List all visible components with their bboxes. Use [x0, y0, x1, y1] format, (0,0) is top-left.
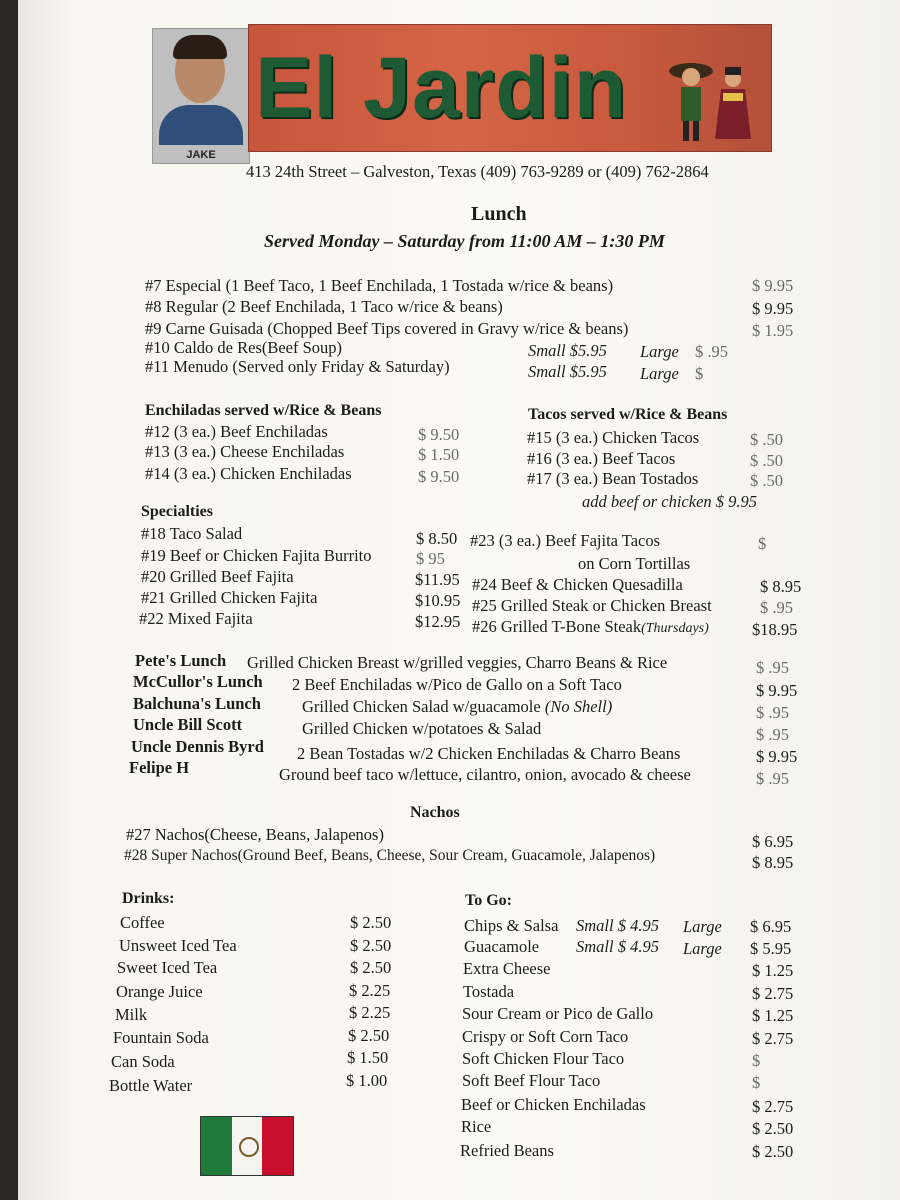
nachos-title: Nachos [410, 804, 460, 821]
togo-large: Large [683, 917, 722, 936]
specialty-item-20: #20 Grilled Beef Fajita [141, 567, 294, 586]
enchilada-item-14-price: $ 9.50 [418, 467, 460, 486]
lunch-item-10-price: $ .95 [695, 342, 728, 361]
togo-item: Tostada [463, 982, 515, 1001]
lunch-item-8: #8 Regular (2 Beef Enchilada, 1 Taco w/rice & beans) [145, 297, 503, 316]
named-lunch-price: $ .95 [756, 725, 789, 744]
restaurant-logo: El Jardin [255, 40, 628, 136]
named-lunch-name: Pete's Lunch [135, 651, 227, 670]
togo-large: Large [683, 939, 722, 958]
lunch-item-11-small: Small $5.95 [528, 362, 607, 381]
togo-price: $ [752, 1073, 761, 1092]
specialties-title: Specialties [141, 503, 213, 520]
togo-item: Soft Beef Flour Taco [462, 1071, 601, 1090]
specialty-item-23: #23 (3 ea.) Beef Fajita Tacos [470, 531, 661, 550]
drink-item: Orange Juice [116, 982, 203, 1001]
taco-item-16-price: $ .50 [750, 451, 783, 470]
specialty-item-23-note: on Corn Tortillas [578, 554, 691, 573]
specialty-item-24-price: $ 8.95 [760, 577, 802, 596]
drink-price: $ 1.50 [347, 1048, 389, 1067]
drink-price: $ 2.50 [350, 913, 392, 932]
lunch-item-10-large: Large [640, 342, 679, 361]
drink-price: $ 2.50 [348, 1026, 390, 1045]
nachos-item-27: #27 Nachos(Cheese, Beans, Jalapenos) [126, 825, 384, 844]
togo-price: $ 2.75 [752, 1029, 794, 1048]
togo-small: Small $ 4.95 [576, 937, 659, 956]
photo-caption: JAKE [186, 149, 216, 161]
togo-item: Crispy or Soft Corn Taco [462, 1027, 629, 1046]
specialty-item-18-price: $ 8.50 [416, 529, 458, 548]
togo-price: $ 2.75 [752, 984, 794, 1003]
logo-banner [248, 24, 772, 152]
togo-item: Extra Cheese [463, 959, 551, 978]
taco-item-15-price: $ .50 [750, 430, 783, 449]
named-lunch-price: $ 9.95 [756, 681, 798, 700]
nachos-item-28-price: $ 8.95 [752, 853, 794, 872]
owner-photo [152, 28, 250, 164]
lunch-item-11: #11 Menudo (Served only Friday & Saturday) [145, 357, 450, 376]
nachos-item-27-price: $ 6.95 [752, 832, 794, 851]
taco-item-16: #16 (3 ea.) Beef Tacos [527, 449, 676, 468]
togo-price: $ 1.25 [752, 1006, 794, 1025]
lunch-hours: Served Monday – Saturday from 11:00 AM – 1:30 PM [264, 231, 665, 251]
named-lunch-name: Balchuna's Lunch [133, 694, 261, 713]
named-lunch-desc: Ground beef taco w/lettuce, cilantro, onion, avocado & cheese [279, 765, 691, 784]
specialty-item-22-price: $12.95 [415, 612, 461, 631]
named-lunch-desc [302, 697, 612, 717]
named-lunch-price: $ 9.95 [756, 747, 798, 766]
mariachi-figure-icon [661, 53, 757, 145]
specialty-item-25-price: $ .95 [760, 598, 793, 617]
named-lunch-desc: Grilled Chicken Breast w/grilled veggies, Charro Beans & Rice [247, 653, 668, 672]
enchilada-item-12: #12 (3 ea.) Beef Enchiladas [145, 422, 328, 441]
specialty-item-26-note: (Thursdays) [641, 621, 709, 636]
lunch-item-7-price: $ 9.95 [752, 276, 794, 295]
togo-item: Soft Chicken Flour Taco [462, 1049, 625, 1068]
specialty-item-19: #19 Beef or Chicken Fajita Burrito [141, 546, 372, 565]
named-lunch-name: Felipe H [129, 758, 190, 777]
lunch-item-11-price: $ [695, 364, 704, 383]
lunch-item-10-small: Small $5.95 [528, 341, 607, 360]
drink-price: $ 2.50 [350, 936, 392, 955]
enchilada-item-12-price: $ 9.50 [418, 425, 460, 444]
specialty-item-24: #24 Beef & Chicken Quesadilla [472, 575, 683, 594]
drink-price: $ 2.50 [350, 958, 392, 977]
specialty-item-21-price: $10.95 [415, 591, 461, 610]
named-lunch-desc-text: Grilled Chicken Salad w/guacamole [302, 697, 541, 716]
lunch-title: Lunch [471, 203, 527, 225]
specialty-item-21: #21 Grilled Chicken Fajita [141, 588, 318, 607]
enchilada-item-13-price: $ 1.50 [418, 445, 460, 464]
enchilada-item-14: #14 (3 ea.) Chicken Enchiladas [145, 464, 352, 483]
togo-price: $ [752, 1051, 761, 1070]
drink-item: Bottle Water [109, 1076, 193, 1095]
lunch-item-7: #7 Especial (1 Beef Taco, 1 Beef Enchilada, 1 Tostada w/rice & beans) [145, 276, 614, 295]
togo-title: To Go: [465, 892, 512, 909]
named-lunch-desc-note: (No Shell) [544, 697, 613, 716]
togo-item: Chips & Salsa [464, 916, 559, 935]
specialty-item-25: #25 Grilled Steak or Chicken Breast [472, 596, 712, 615]
togo-item: Refried Beans [460, 1141, 554, 1160]
address-line: 413 24th Street – Galveston, Texas (409) 763-9289 or (409) 762-2864 [246, 162, 709, 181]
named-lunch-price: $ .95 [756, 703, 789, 722]
named-lunch-price: $ .95 [756, 769, 789, 788]
togo-price: $ 2.50 [752, 1119, 794, 1138]
mexican-flag-icon [200, 1116, 294, 1176]
lunch-item-8-price: $ 9.95 [752, 299, 794, 318]
togo-price: $ 2.75 [752, 1097, 794, 1116]
drink-item: Unsweet Iced Tea [119, 936, 237, 955]
lunch-item-9-price: $ 1.95 [752, 321, 794, 340]
specialty-item-26 [472, 617, 709, 637]
specialty-item-23-price: $ [758, 534, 767, 553]
lunch-item-10: #10 Caldo de Res(Beef Soup) [145, 338, 343, 357]
specialty-item-26-name: #26 Grilled T-Bone Steak [472, 617, 642, 636]
specialty-item-18: #18 Taco Salad [141, 524, 243, 543]
enchiladas-title: Enchiladas served w/Rice & Beans [145, 402, 382, 419]
taco-item-17-price: $ .50 [750, 471, 783, 490]
drink-item: Coffee [120, 913, 165, 932]
tacos-title: Tacos served w/Rice & Beans [528, 406, 728, 423]
drink-item: Milk [115, 1005, 148, 1024]
specialty-item-20-price: $11.95 [415, 570, 460, 589]
togo-small: Small $ 4.95 [576, 916, 659, 935]
drink-price: $ 2.25 [349, 1003, 391, 1022]
lunch-item-9: #9 Carne Guisada (Chopped Beef Tips covered in Gravy w/rice & beans) [145, 319, 629, 338]
togo-item: Guacamole [464, 937, 540, 956]
named-lunch-desc: 2 Beef Enchiladas w/Pico de Gallo on a Soft Taco [292, 675, 622, 694]
named-lunch-name: McCullor's Lunch [133, 672, 263, 691]
togo-item: Beef or Chicken Enchiladas [461, 1095, 646, 1114]
specialty-item-26-price: $18.95 [752, 620, 798, 639]
enchilada-item-13: #13 (3 ea.) Cheese Enchiladas [145, 442, 345, 461]
togo-price: $ 5.95 [750, 939, 792, 958]
togo-item: Rice [461, 1117, 492, 1136]
drinks-title: Drinks: [122, 890, 175, 907]
named-lunch-desc: Grilled Chicken w/potatoes & Salad [302, 719, 542, 738]
togo-price: $ 6.95 [750, 917, 792, 936]
specialty-item-19-price: $ 95 [416, 549, 445, 568]
drink-item: Sweet Iced Tea [117, 958, 218, 977]
specialty-item-22: #22 Mixed Fajita [139, 609, 253, 628]
named-lunch-name: Uncle Bill Scott [133, 715, 243, 734]
drink-price: $ 2.25 [349, 981, 391, 1000]
lunch-item-11-large: Large [640, 364, 679, 383]
togo-price: $ 2.50 [752, 1142, 794, 1161]
taco-item-15: #15 (3 ea.) Chicken Tacos [527, 428, 700, 447]
named-lunch-name: Uncle Dennis Byrd [131, 737, 264, 756]
drink-item: Fountain Soda [113, 1028, 209, 1047]
drink-price: $ 1.00 [346, 1071, 388, 1090]
named-lunch-price: $ .95 [756, 658, 789, 677]
nachos-item-28: #28 Super Nachos(Ground Beef, Beans, Cheese, Sour Cream, Guacamole, Jalapenos) [124, 847, 656, 864]
taco-addon: add beef or chicken $ 9.95 [582, 492, 758, 511]
togo-price: $ 1.25 [752, 961, 794, 980]
taco-item-17: #17 (3 ea.) Bean Tostados [527, 469, 699, 488]
drink-item: Can Soda [111, 1052, 175, 1071]
togo-item: Sour Cream or Pico de Gallo [462, 1004, 654, 1023]
named-lunch-desc: 2 Bean Tostadas w/2 Chicken Enchiladas & Charro Beans [297, 744, 681, 763]
